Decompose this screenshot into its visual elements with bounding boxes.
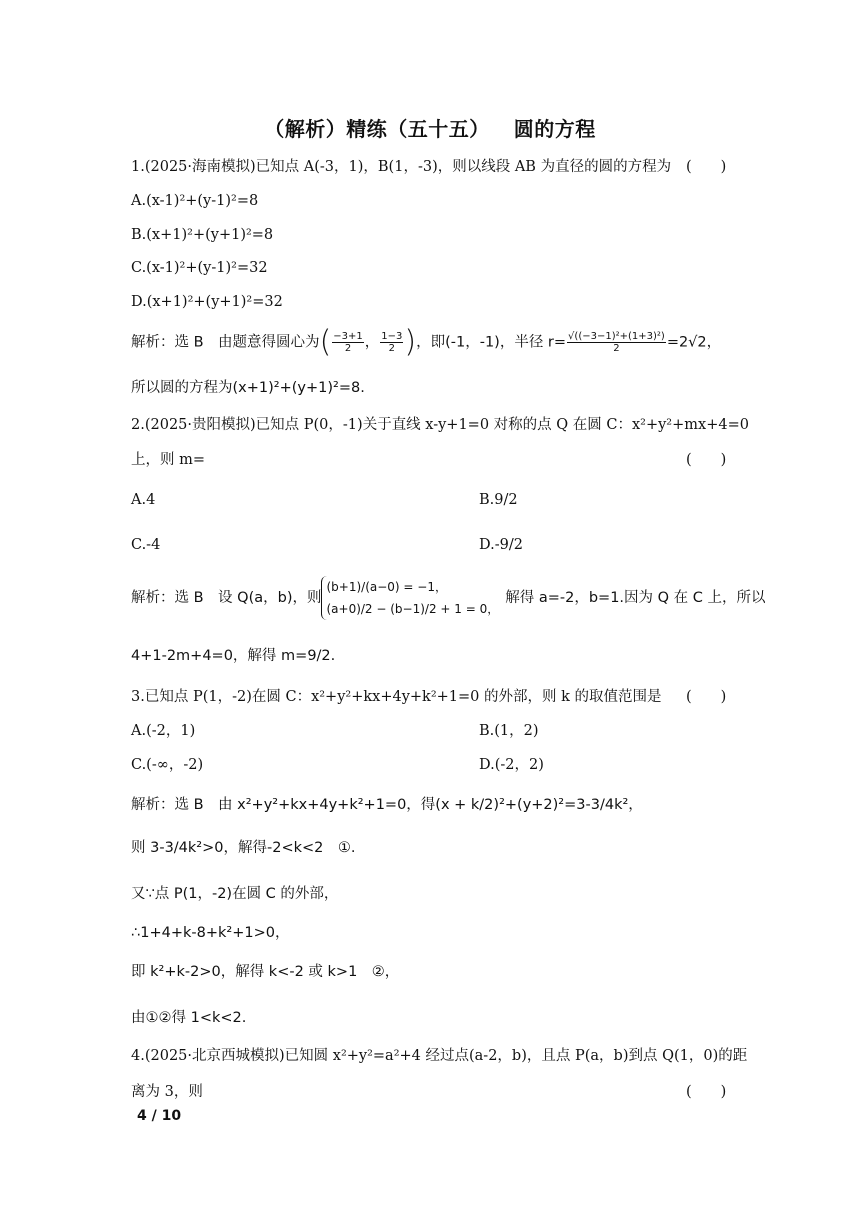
q3-solution-line3: 又∵点 P(1，-2)在圆 C 的外部， xyxy=(131,886,339,902)
q3-solution-line5: 即 k²+k-2>0，解得 k<-2 或 k>1 ②， xyxy=(131,964,400,980)
left-paren-glyph: ( xyxy=(319,324,332,360)
page-title xyxy=(0,113,860,142)
q3-option-b: B.(1，2) xyxy=(479,723,539,739)
q2-option-a: A.4 xyxy=(131,492,156,508)
q2-option-b: B.9/2 xyxy=(479,492,518,508)
q2-solution-text-b: 解得 a=-2，b=1.因为 Q 在 C 上，所以 xyxy=(505,590,766,606)
q4-stem-line2: 离为 3，则 xyxy=(131,1084,203,1100)
q1-option-c: C.(x-1)²+(y-1)²=32 xyxy=(131,260,268,276)
q3-stem: 3.已知点 P(1，-2)在圆 C：x²+y²+kx+4y+k²+1=0 的外部，则 k 的取值范围是 xyxy=(131,689,662,705)
radius-fraction: $\frac{\text{√((−3−1)²+(1+3)²)}}{2}$ xyxy=(568,331,665,354)
q1-option-d: D.(x+1)²+(y+1)²=32 xyxy=(131,294,283,310)
q2-stem-line1: 2.(2025·贵阳模拟)已知点 P(0，-1)关于直线 x-y+1=0 对称的点 Q 在圆 C：x²+y²+mx+4=0 xyxy=(131,417,749,433)
q2-option-c: C.-4 xyxy=(131,537,161,553)
q3-solution-line2: 则 3-3/4k²>0，解得-2<k<2 ①. xyxy=(131,840,356,856)
q4-stem-line1: 4.(2025·北京西城模拟)已知圆 x²+y²=a²+4 经过点(a-2，b)，且点 P(a，b)到点 Q(1，0)的距 xyxy=(131,1048,748,1064)
q1-solution-text-b: ，即(-1，-1)，半径 r= xyxy=(416,334,567,351)
q3-option-a: A.(-2，1) xyxy=(131,723,196,739)
q1-option-b: B.(x+1)²+(y+1)²=8 xyxy=(131,227,274,243)
title-part1: （解析）精练（五十五） xyxy=(264,117,490,141)
q1-solution-line1: 解析：选 B 由题意得圆心为( $\frac{-3+1}{2}$ ， $\frac{1-3}{2}$ )，即(-1，-1)，半径 r= $\frac{\text{√((−3−1)²+(1+3)²)}}{2}$ =2√2， xyxy=(131,324,722,360)
q3-solution-text-a: 解析：选 B 由 x²+y²+kx+4y+k²+1=0，得 xyxy=(131,797,436,813)
q1-solution-line2: 所以圆的方程为(x+1)²+(y+1)²=8. xyxy=(131,380,365,396)
q2-stem-line2: 上，则 m= xyxy=(131,452,206,468)
q3-answer-paren: ( ) xyxy=(686,689,727,705)
q3-solution-text-c: +(y+2)²=3-3/4k²， xyxy=(504,797,643,813)
q2-solution-line2: 4+1-2m+4=0，解得 m=9/2. xyxy=(131,648,336,664)
q3-solution-line1 xyxy=(131,795,643,815)
right-paren-glyph: ) xyxy=(404,324,417,360)
title-part2: 圆的方程 xyxy=(513,117,596,141)
equation-row-2: (a+0)/2 − (b−1)/2 + 1 = 0， xyxy=(326,602,500,616)
q1-stem: 1.(2025·海南模拟)已知点 A(-3，1)，B(1，-3)，则以线段 AB 为直径的圆的方程为 xyxy=(131,159,672,175)
q2-answer-paren: ( ) xyxy=(686,452,727,468)
q1-solution-text-c: =2√2， xyxy=(666,334,722,351)
q3-solution-text-b: (x + k/2)² xyxy=(435,797,505,813)
q2-solution-text-a: 解析：选 B 设 Q(a，b)，则 xyxy=(131,590,322,606)
q3-option-c: C.(-∞，-2) xyxy=(131,757,204,773)
q1-solution-text-a: 解析：选 B 由题意得圆心为 xyxy=(131,334,320,351)
q2-solution-line1 xyxy=(131,576,766,620)
q2-option-d: D.-9/2 xyxy=(479,537,523,553)
center-x-fraction: $\frac{-3+1}{2}$ xyxy=(333,331,363,354)
equation-row-1: (b+1)/(a−0) = −1， xyxy=(326,580,447,594)
page-number: 4 / 10 xyxy=(137,1108,182,1124)
q1-option-a: A.(x-1)²+(y-1)²=8 xyxy=(131,193,259,209)
q3-option-d: D.(-2，2) xyxy=(479,757,544,773)
q4-answer-paren: ( ) xyxy=(686,1084,727,1100)
center-y-fraction: $\frac{1-3}{2}$ xyxy=(381,331,403,354)
q3-solution-line4: ∴1+4+k-8+k²+1>0， xyxy=(131,925,290,941)
q3-solution-line6: 由①②得 1<k<2. xyxy=(131,1010,247,1026)
equation-system xyxy=(321,576,499,620)
q1-answer-paren: ( ) xyxy=(686,159,727,175)
